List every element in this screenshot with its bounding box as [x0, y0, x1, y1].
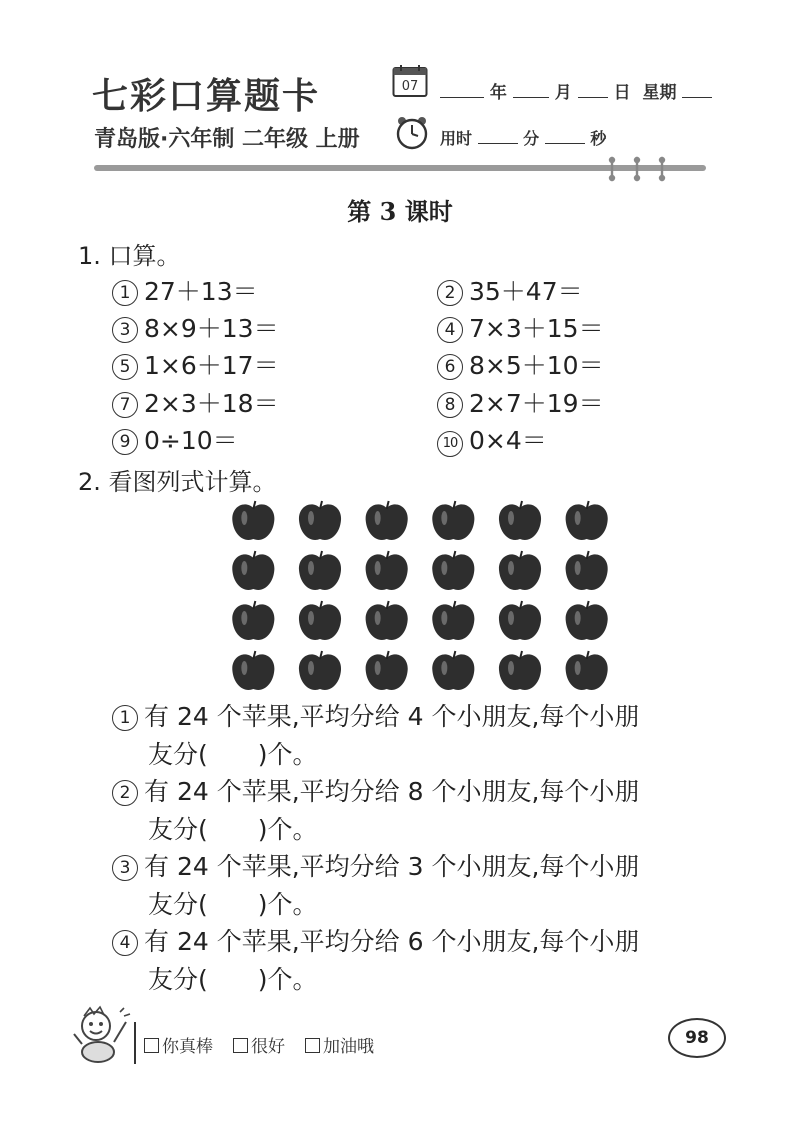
problem-text: 0×4＝	[469, 426, 547, 455]
time-fields	[440, 126, 606, 149]
calendar-icon	[392, 64, 428, 98]
word-problem-line2: 友分( )个。	[148, 740, 318, 769]
apple-icon	[232, 501, 274, 540]
word-problem-line1: 有 24 个苹果,平均分给 8 个小朋友,每个小朋	[144, 777, 640, 806]
day-blank[interactable]	[578, 81, 608, 98]
month-label: 月	[554, 83, 572, 103]
year-label: 年	[489, 83, 507, 103]
apple-icon	[366, 501, 408, 540]
apple-icon	[299, 551, 341, 590]
word-problem-line2: 友分( )个。	[148, 890, 318, 919]
problem-text: 27＋13＝	[144, 277, 258, 306]
problem-number: 8	[437, 392, 463, 418]
year-blank[interactable]	[440, 81, 484, 98]
problem-10	[437, 421, 547, 457]
problem-text: 8×5＋10＝	[469, 351, 604, 380]
minutes-label: 分	[523, 129, 540, 148]
word-problem-line1: 有 24 个苹果,平均分给 6 个小朋友,每个小朋	[144, 927, 640, 956]
apple-icon	[432, 651, 474, 690]
problem-text: 7×3＋15＝	[469, 314, 604, 343]
word-problem-line2: 友分( )个。	[148, 815, 318, 844]
clock-icon	[394, 114, 430, 150]
rating-option-keep-going[interactable]	[305, 1032, 374, 1057]
section2-title: 2. 看图列式计算。	[78, 468, 277, 496]
problem-number: 3	[112, 855, 138, 881]
rating-option-good[interactable]	[233, 1032, 285, 1057]
problem-number: 6	[437, 354, 463, 380]
problem-text: 2×7＋19＝	[469, 389, 604, 418]
apple-icon	[366, 651, 408, 690]
weekday-label: 星期	[642, 83, 677, 103]
apple-icon	[432, 601, 474, 640]
problem-text: 8×9＋13＝	[144, 314, 279, 343]
date-fields	[440, 78, 712, 103]
calendar-day: 07	[401, 79, 419, 94]
problem-number: 10	[437, 431, 463, 457]
problem-5	[112, 346, 279, 382]
apple-icon	[499, 601, 541, 640]
apple-icon	[432, 551, 474, 590]
problem-6	[437, 346, 604, 382]
word-problem-line1: 有 24 个苹果,平均分给 3 个小朋友,每个小朋	[144, 852, 640, 881]
problem-number: 1	[112, 705, 138, 731]
edition-label: 青岛版·六年制 二年级 上册	[94, 127, 360, 152]
checkbox-icon[interactable]	[233, 1038, 248, 1053]
apple-icon	[299, 501, 341, 540]
apple-icon	[499, 551, 541, 590]
problem-number: 9	[112, 429, 138, 455]
apple-icon	[566, 601, 608, 640]
time-used-label: 用时	[440, 129, 473, 148]
problem-8	[437, 384, 604, 420]
problem-number: 7	[112, 392, 138, 418]
page-number: 98	[668, 1018, 726, 1058]
problem-2	[437, 272, 583, 308]
weekday-blank[interactable]	[682, 81, 712, 98]
minutes-blank[interactable]	[478, 127, 518, 144]
rating-label: 很好	[251, 1037, 285, 1057]
problem-number: 4	[437, 317, 463, 343]
problem-text: 0÷10＝	[144, 426, 238, 455]
apple-icon	[432, 501, 474, 540]
day-label: 日	[613, 83, 631, 103]
word-problem-4	[112, 923, 639, 999]
seconds-blank[interactable]	[545, 127, 585, 144]
problem-text: 1×6＋17＝	[144, 351, 279, 380]
problem-number: 2	[112, 780, 138, 806]
problem-number: 2	[437, 280, 463, 306]
problem-7	[112, 384, 279, 420]
problem-number: 1	[112, 280, 138, 306]
seconds-label: 秒	[590, 129, 607, 148]
word-problem-1	[112, 698, 639, 774]
checkbox-icon[interactable]	[305, 1038, 320, 1053]
apple-icon	[499, 651, 541, 690]
apple-icon	[366, 601, 408, 640]
word-problem-3	[112, 848, 639, 924]
apple-icon	[499, 501, 541, 540]
apple-grid-illustration	[220, 495, 620, 695]
binder-rings-icon	[604, 156, 670, 182]
apple-icon	[232, 651, 274, 690]
lesson-title: 第 3 课时	[347, 197, 453, 226]
problem-3	[112, 309, 279, 345]
apple-icon	[366, 551, 408, 590]
problem-number: 5	[112, 354, 138, 380]
problem-1	[112, 272, 258, 308]
rating-label: 你真棒	[162, 1037, 213, 1057]
word-problem-2	[112, 773, 639, 849]
apple-icon	[566, 551, 608, 590]
apple-icon	[566, 501, 608, 540]
checkbox-icon[interactable]	[144, 1038, 159, 1053]
month-blank[interactable]	[513, 81, 549, 98]
word-problem-line2: 友分( )个。	[148, 965, 318, 994]
brand-title: 七彩口算题卡	[92, 76, 321, 117]
problem-9	[112, 421, 238, 457]
problem-text: 2×3＋18＝	[144, 389, 279, 418]
apple-icon	[299, 651, 341, 690]
problem-text: 35＋47＝	[469, 277, 583, 306]
apple-icon	[232, 551, 274, 590]
problem-number: 4	[112, 930, 138, 956]
word-problem-line1: 有 24 个苹果,平均分给 4 个小朋友,每个小朋	[144, 702, 640, 731]
rating-option-great[interactable]	[144, 1032, 213, 1057]
problem-number: 3	[112, 317, 138, 343]
apple-icon	[299, 601, 341, 640]
mascot-drummer-icon	[68, 1004, 132, 1068]
apple-icon	[566, 651, 608, 690]
footer-divider	[134, 1022, 136, 1064]
apple-icon	[232, 601, 274, 640]
rating-label: 加油哦	[323, 1037, 374, 1057]
section1-title: 1. 口算。	[78, 242, 181, 270]
problem-4	[437, 309, 604, 345]
